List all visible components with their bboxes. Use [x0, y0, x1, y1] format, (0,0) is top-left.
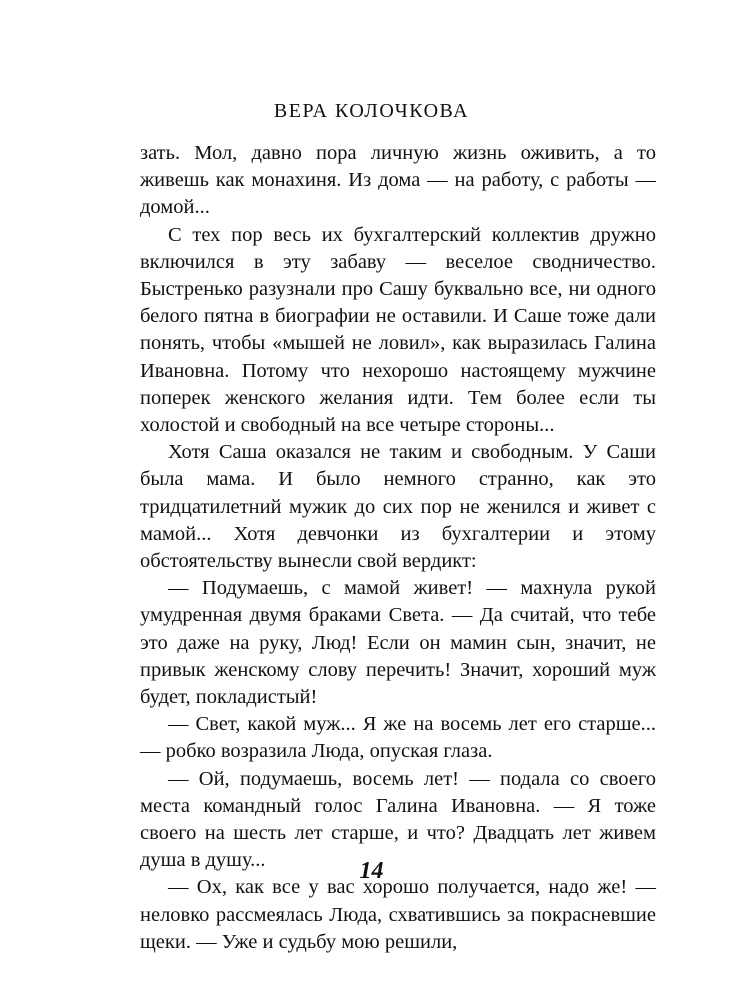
paragraph: С тех пор весь их бухгалтерский коллектив дружно включился в эту забаву — веселое сводничество. Быстренько разузнали про Сашу буквально все, ни одного белого пятна в биографии не оставили. И Саше тоже дали понять, чтобы «мышей не ловил», как выразилась Галина Ивановна. Потому что нехорошо настоящему мужчине поперек женского желания идти. Тем более если ты холостой и свободный на все четыре стороны... [140, 223, 656, 437]
dialogue-line: — Ой, подумаешь, восемь лет! — подала со своего места командный голос Галина Ивановна. — Я тоже своего на шесть лет старше, и что? Двадцать лет живем душа в душу... [140, 767, 656, 872]
dialogue-line: — Подумаешь, с мамой живет! — махнула рукой умудренная двумя браками Света. — Да считай, что тебе это даже на руку, Люд! Если он мамин сын, значит, не привык женскому слову перечить! Значит, хороший муж будет, покладистый! [140, 577, 656, 709]
dialogue-line: — Ох, как все у вас хорошо получается, надо же! — неловко рассмеялась Люда, схватившись за покрасневшие щеки. — Уже и судьбу мою решили, [140, 876, 656, 953]
body-text [140, 140, 656, 956]
paragraph-continuation: зать. Мол, давно пора личную жизнь оживить, а то живешь как монахиня. Из дома — на работу, с работы — домой... [140, 142, 656, 219]
running-head-author: ВЕРА КОЛОЧКОВА [273, 100, 470, 122]
dialogue-line: — Свет, какой муж... Я же на восемь лет его старше... — робко возразила Люда, опуская глаза. [140, 713, 656, 763]
page-number: 14 [359, 858, 384, 884]
paragraph: Хотя Саша оказался не таким и свободным. У Саши была мама. И было немного странно, как это тридцатилетний мужик до сих пор не женился и живет с мамой... Хотя девчонки из бухгалтерии и этому обстоятельству вынесли свой вердикт: [140, 441, 656, 573]
